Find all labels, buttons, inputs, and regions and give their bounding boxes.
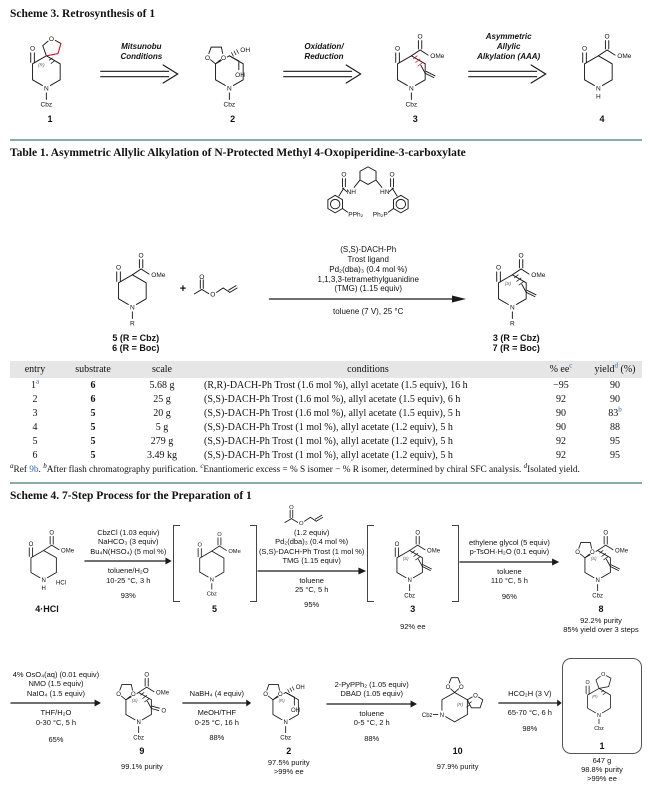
compound-5-drawing xyxy=(180,525,250,602)
reaction-arrow xyxy=(182,698,252,708)
scheme3-title: Scheme 3. Retrosynthesis of 1 xyxy=(10,8,156,20)
compound-note: 92.2% purity 85% yield over 3 steps xyxy=(563,615,639,634)
retro-arrow-label: Asymmetric Allylic Alkylation (AAA) xyxy=(477,32,541,61)
svg-text:O: O xyxy=(210,291,216,299)
table-row: 1$^a$ 6 5.68 g (R,R)-DACH-Ph Trost (1.6 mol %), allyl acetate (1.5 equiv), 16 h −95 90 xyxy=(30,377,620,391)
bracket xyxy=(173,525,257,602)
svg-text:OMe: OMe xyxy=(426,547,440,554)
svg-text:N: N xyxy=(136,719,141,726)
compound-9-drawing xyxy=(102,667,182,744)
compound-number: 4 xyxy=(599,114,605,124)
step7-arrow xyxy=(498,656,562,734)
table1 xyxy=(10,361,642,462)
svg-text:O: O xyxy=(458,684,464,691)
col-conditions: conditions xyxy=(347,364,389,375)
svg-text:O: O xyxy=(138,252,144,260)
svg-text:O: O xyxy=(161,708,167,715)
step4-conditions-above: 4% OsO₄(aq) (0.01 equiv) NMO (1.5 equiv) NaIO₄ (1.5 equiv) xyxy=(12,669,100,698)
svg-text:O: O xyxy=(49,529,55,536)
svg-text:O: O xyxy=(116,691,121,698)
product-drawing xyxy=(476,247,556,331)
svg-text:HCl: HCl xyxy=(56,580,67,587)
ligand-caption: (S,S)-DACH-Ph Trost ligand xyxy=(340,245,397,264)
svg-text:OMe: OMe xyxy=(227,548,241,555)
compound-number: 9 xyxy=(139,745,145,756)
reaction-arrow xyxy=(257,566,367,576)
step2-conditions-above: (1.2 equiv) Pd₂(dba)₃ (0.4 mol %) (S,S)-DACH-Ph Trost (1 mol %) TMG (1.15 equiv) xyxy=(258,527,365,565)
compound-number: 1 xyxy=(47,114,53,124)
svg-text:NH: NH xyxy=(346,188,357,196)
svg-text:N: N xyxy=(510,304,515,312)
svg-text:OH: OH xyxy=(239,47,250,55)
col-entry: entry xyxy=(24,364,46,375)
svg-text:OMe: OMe xyxy=(615,547,629,554)
table1-header-row xyxy=(10,361,642,378)
svg-text:O: O xyxy=(130,691,136,698)
table-row: 5 5 279 g (S,S)-DACH-Ph Trost (1 mol %), allyl acetate (1.2 equiv), 5 h 92 95 xyxy=(32,435,620,447)
compound-3-drawing xyxy=(375,28,455,112)
col-yield: yield$^d$ (%) xyxy=(594,361,636,375)
col-ee: % $ee^c$ xyxy=(549,361,573,375)
svg-text:N: N xyxy=(129,304,135,312)
structure-compound-8 xyxy=(560,504,642,634)
svg-text:O: O xyxy=(288,504,294,511)
retro-arrow-oxidation xyxy=(280,22,368,86)
scheme4-title: Scheme 4. 7-Step Process for the Preparation of 1 xyxy=(10,489,252,502)
compound-number: 3 xyxy=(410,603,416,614)
svg-text:N: N xyxy=(407,577,412,584)
structure-compound-3 xyxy=(375,22,455,124)
final-product-notes: 647 g 98.8% purity >99% ee xyxy=(581,755,623,783)
structure-allyl-acetate xyxy=(190,161,260,300)
table-row: 4 5 5 g (S,S)-DACH-Ph Trost (1 mol %), allyl acetate (1.2 equiv), 5 h 90 88 xyxy=(32,421,620,433)
svg-text:Cbz: Cbz xyxy=(592,592,603,599)
svg-text:O: O xyxy=(220,54,226,62)
retro-arrow-icon xyxy=(466,62,552,86)
step2-arrow xyxy=(257,504,367,610)
product-label-2: 7 (R = Boc) xyxy=(492,343,540,353)
svg-text:(S): (S) xyxy=(402,555,409,561)
svg-text:Cbz: Cbz xyxy=(223,101,235,109)
svg-text:OMe: OMe xyxy=(61,547,75,554)
compound-note: 92% ee xyxy=(400,621,426,631)
structure-compound-3-s4 xyxy=(367,504,459,631)
svg-text:O: O xyxy=(277,691,283,698)
svg-text:O: O xyxy=(589,549,595,556)
structure-compound-9 xyxy=(102,656,182,771)
compound-8-drawing xyxy=(560,525,642,602)
scheme4-row1 xyxy=(10,504,642,652)
svg-text:Cbz: Cbz xyxy=(405,101,418,109)
step5-conditions-above: NaBH₄ (4 equiv) xyxy=(189,688,244,698)
product-label-1: 3 (R = Cbz) xyxy=(492,333,540,343)
reaction-arrow xyxy=(459,557,560,567)
scheme4-row2 xyxy=(10,656,642,800)
svg-text:PPh₂: PPh₂ xyxy=(348,211,364,219)
compound-2-drawing xyxy=(193,28,273,112)
svg-text:O: O xyxy=(496,264,502,272)
reaction-arrow xyxy=(498,698,562,708)
conditions-below: toluene (7 V), 25 °C xyxy=(333,306,404,316)
step1-conditions-below: toluene/H₂O 10-25 °C, 3 h xyxy=(106,566,151,585)
svg-text:O: O xyxy=(575,549,580,556)
reactant-label-2: 6 (R = Boc) xyxy=(112,343,160,353)
bracket xyxy=(367,525,459,602)
svg-text:O: O xyxy=(28,541,34,548)
compound-4hcl-drawing xyxy=(10,525,84,602)
step2-yield: 95% xyxy=(304,599,320,609)
svg-text:R: R xyxy=(510,320,515,328)
allyl-acetate-drawing xyxy=(190,273,260,300)
table-row: 2 6 25 g (S,S)-DACH-Ph Trost (1.6 mol %), allyl acetate (1.5 equiv), 6 h 92 90 xyxy=(32,393,620,405)
col-scale: scale xyxy=(152,364,172,375)
svg-text:Cbz: Cbz xyxy=(206,591,217,598)
table-row: 3 5 20 g (S,S)-DACH-Ph Trost (1.6 mol %), allyl acetate (1.5 equiv), 5 h 90 83$^b$ xyxy=(32,405,622,419)
compound-3-drawing xyxy=(374,525,452,602)
svg-text:(R): (R) xyxy=(278,697,285,703)
svg-text:(S): (S) xyxy=(505,282,512,287)
svg-text:H: H xyxy=(41,585,46,592)
svg-text:N: N xyxy=(226,85,232,93)
svg-text:N: N xyxy=(283,719,288,726)
svg-text:O: O xyxy=(395,45,401,53)
step5-yield: 88% xyxy=(209,733,225,742)
svg-text:O: O xyxy=(144,671,149,678)
svg-text:N: N xyxy=(44,85,49,93)
structure-compound-5 xyxy=(173,504,257,614)
svg-text:OMe: OMe xyxy=(155,689,170,696)
step1-conditions-above: CbzCl (1.03 equiv) NaHCO₃ (3 equiv) Bu₄N(HSO₄) (5 mol %) xyxy=(90,527,167,556)
section-divider xyxy=(10,482,642,484)
structure-compound-1-final xyxy=(562,656,642,783)
svg-text:O: O xyxy=(604,33,610,41)
step3-yield: 96% xyxy=(501,591,517,601)
step7-yield: 98% xyxy=(522,723,538,733)
svg-text:HN: HN xyxy=(380,188,390,196)
svg-text:OH: OH xyxy=(290,707,300,714)
reaction-arrow xyxy=(84,556,173,566)
svg-text:R: R xyxy=(129,320,135,328)
retro-arrow-mitsunobu xyxy=(97,22,185,86)
structure-compound-2 xyxy=(193,22,273,124)
compound-note: 99.1% purity xyxy=(121,761,163,771)
table1-footnote: $^a$Ref 9b. $^b$After flash chromatography purification. $^c$Enantiomeric excess = % S isomer − % R isomer, determined by chiral SFC analysis. $^d$Isolated yield. xyxy=(10,461,580,475)
table1-reaction-scheme xyxy=(10,161,642,357)
step4-arrow xyxy=(10,656,102,745)
svg-text:O: O xyxy=(216,531,222,538)
svg-text:O: O xyxy=(29,45,36,53)
compound-number: 8 xyxy=(598,603,604,614)
reaction-arrow xyxy=(326,699,418,709)
svg-text:(R): (R) xyxy=(456,701,463,707)
compound-1-drawing xyxy=(10,28,90,112)
reaction-arrow xyxy=(10,698,102,708)
svg-text:Cbz: Cbz xyxy=(40,101,53,109)
step6-arrow xyxy=(326,656,418,744)
svg-text:O: O xyxy=(394,541,400,548)
compound-note: 97.5% purity >99% ee xyxy=(267,757,310,776)
compound-10-drawing xyxy=(418,667,498,744)
svg-text:O: O xyxy=(262,691,268,698)
compound-number: 2 xyxy=(286,745,292,756)
step4-conditions-below: THF/H₂O 0-30 °C, 5 h xyxy=(35,708,76,727)
svg-text:Cbz: Cbz xyxy=(133,734,144,741)
step5-arrow xyxy=(182,656,252,743)
compound-2-drawing xyxy=(252,667,326,744)
svg-text:(S): (S) xyxy=(131,697,138,703)
compound-4-drawing xyxy=(562,28,642,112)
reaction-arrow xyxy=(268,294,468,304)
svg-text:Ph₂P: Ph₂P xyxy=(372,211,388,219)
svg-text:OMe: OMe xyxy=(430,53,445,60)
step7-conditions-below: 65-70 °C, 6 h xyxy=(507,708,552,717)
section-divider xyxy=(10,139,642,141)
svg-text:Cbz: Cbz xyxy=(594,725,604,732)
plus-sign: + xyxy=(179,283,187,295)
svg-text:OMe: OMe xyxy=(617,53,632,60)
reactant-drawing xyxy=(96,247,176,331)
svg-text:OH: OH xyxy=(234,71,245,79)
step5-conditions-below: MeOH/THF 0-25 °C, 16 h xyxy=(194,708,239,727)
conditions-above: Pd₂(dba)₃ (0.4 mol %) 1,1,3,3-tetramethylguanidine (TMG) (1.15 equiv) xyxy=(317,265,419,293)
compound-note: 97.9% purity xyxy=(436,761,479,771)
step2-conditions-below: toluene 25 °C, 5 h xyxy=(294,575,329,594)
step6-conditions-above: 2-PyPPh₂ (1.05 equiv) DBAD (1.05 equiv) xyxy=(334,679,409,698)
compound-number: 4·HCl xyxy=(35,603,59,614)
step4-yield: 65% xyxy=(48,735,64,744)
svg-text:O: O xyxy=(48,35,55,43)
svg-text:O: O xyxy=(603,529,609,536)
svg-text:OH: OH xyxy=(295,684,305,691)
compound-1-final-drawing xyxy=(569,661,635,741)
step1-arrow xyxy=(84,504,173,601)
step6-conditions-below: toluene 0-5 °C, 2 h xyxy=(353,708,390,727)
svg-text:O: O xyxy=(298,520,304,527)
step7-conditions-above: HCO₂H (3 V) xyxy=(508,688,552,698)
svg-text:N: N xyxy=(409,85,415,93)
col-substrate: substrate xyxy=(75,364,111,375)
step3-arrow xyxy=(459,504,560,602)
compound-number: 3 xyxy=(412,114,418,124)
svg-text:N: N xyxy=(209,576,214,583)
step1-yield: 93% xyxy=(120,591,136,600)
svg-text:N: N xyxy=(439,712,444,719)
svg-text:OMe: OMe xyxy=(151,272,166,279)
reactant-label-1: 5 (R = Cbz) xyxy=(112,333,160,343)
compound-number: 1 xyxy=(599,740,605,751)
final-product-box xyxy=(562,658,642,754)
svg-text:H: H xyxy=(595,93,601,101)
table1-title: Table 1. Asymmetric Allylic Alkylation of N-Protected Methyl 4-Oxopiperidine-3-carboxylate xyxy=(10,147,466,159)
structure-compound-4 xyxy=(562,22,642,124)
structure-compound-2-s4 xyxy=(252,656,326,776)
svg-text:Cbz: Cbz xyxy=(280,734,291,741)
svg-text:O: O xyxy=(585,679,590,686)
structure-compound-1 xyxy=(10,22,90,124)
svg-text:O: O xyxy=(601,671,606,678)
svg-text:O: O xyxy=(472,692,478,699)
svg-text:O: O xyxy=(204,54,210,62)
step6-yield: 88% xyxy=(364,733,380,743)
svg-text:O: O xyxy=(581,45,588,53)
svg-text:O: O xyxy=(417,33,423,41)
table1-conditions-block xyxy=(268,161,468,316)
ref-9b-link[interactable]: 9b xyxy=(29,465,39,475)
svg-text:Cbz: Cbz xyxy=(404,592,415,599)
trost-ligand-drawing xyxy=(306,161,430,245)
structure-product-3-7 xyxy=(476,161,556,353)
svg-text:O: O xyxy=(115,264,121,272)
retro-arrow-aaa xyxy=(463,22,555,86)
compound-number: 10 xyxy=(452,745,463,756)
svg-text:N: N xyxy=(41,577,46,584)
retro-arrow-label: Oxidation/ Reduction xyxy=(304,42,344,61)
svg-text:Cbz: Cbz xyxy=(421,712,433,719)
step3-conditions-above: ethylene glycol (5 equiv) p-TsOH·H₂O (0.1 equiv) xyxy=(468,537,550,556)
svg-text:OMe: OMe xyxy=(531,272,546,279)
compound-number: 2 xyxy=(230,114,236,124)
table-row: 6 5 3.49 kg (S,S)-DACH-Ph Trost (1 mol %), allyl acetate (1.2 equiv), 5 h 92 95 xyxy=(32,449,620,461)
svg-text:N: N xyxy=(597,712,601,719)
svg-text:(S): (S) xyxy=(590,555,597,561)
svg-text:(R): (R) xyxy=(592,692,598,698)
svg-text:O: O xyxy=(445,684,450,691)
svg-text:O: O xyxy=(197,542,202,549)
compound-number: 5 xyxy=(212,603,218,614)
structure-compound-10 xyxy=(418,656,498,771)
svg-text:O: O xyxy=(341,171,347,179)
retro-arrow-label: Mitsunobu Conditions xyxy=(120,42,163,61)
scheme3-diagram xyxy=(10,22,642,134)
svg-text:N: N xyxy=(595,577,600,584)
allyl-acetate-drawing xyxy=(281,504,343,528)
svg-text:O: O xyxy=(518,252,524,260)
structure-reactant-5-6 xyxy=(96,161,176,353)
retro-arrow-icon xyxy=(281,62,367,86)
structure-4-hcl xyxy=(10,504,84,614)
svg-text:O: O xyxy=(389,171,395,179)
svg-text:O: O xyxy=(415,529,420,536)
svg-text:O: O xyxy=(199,273,205,281)
svg-text:N: N xyxy=(595,85,601,93)
svg-text:(R): (R) xyxy=(37,63,45,69)
step3-conditions-below: toluene 110 °C, 5 h xyxy=(490,566,528,585)
retro-arrow-icon xyxy=(98,62,184,86)
